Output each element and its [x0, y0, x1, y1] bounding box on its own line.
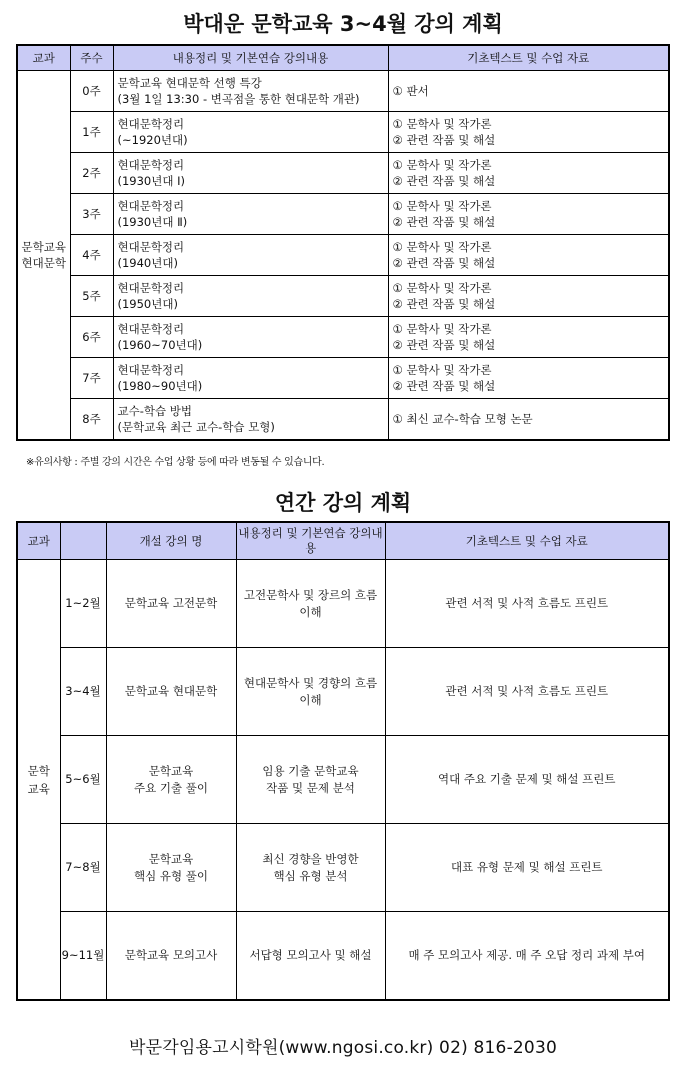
cell-line: ② 관련 작품 및 해설 [392, 174, 496, 188]
header-content: 내용정리 및 기본연습 강의내용 [236, 522, 385, 560]
materials-cell [388, 276, 669, 317]
cell-line: (1950년대) [117, 297, 178, 311]
table-row [17, 648, 669, 736]
cell-line: ① 판서 [392, 84, 429, 98]
cell-line: ① 문학사 및 작가론 [392, 281, 492, 295]
cell-line: ② 관련 작품 및 해설 [392, 215, 496, 229]
cell-line: 교육 [27, 781, 50, 796]
content-cell [113, 276, 388, 317]
table-row [17, 235, 669, 276]
cell-line: 핵심 유형 분석 [273, 868, 348, 883]
week-cell: 3주 [70, 194, 113, 235]
cell-line: 핵심 유형 풀이 [134, 868, 208, 883]
cell-line: 현대문학정리 [117, 199, 185, 213]
header-period [60, 522, 106, 560]
cell-line: 문학교육 [21, 240, 66, 254]
cell-line: (3월 1일 13:30 - 변곡점을 통한 현대문학 개관) [117, 92, 360, 106]
cell-line: (1980~90년대) [117, 379, 203, 393]
subject-cell [17, 560, 60, 1001]
table-row [17, 276, 669, 317]
cell-line: 현대문학정리 [117, 363, 185, 377]
week-cell: 2주 [70, 153, 113, 194]
materials-cell [388, 153, 669, 194]
period-cell: 5~6월 [60, 736, 106, 824]
materials-cell [385, 648, 669, 736]
content-cell [113, 358, 388, 399]
cell-line: ② 관련 작품 및 해설 [392, 256, 496, 270]
materials-cell [388, 358, 669, 399]
header-subject: 교과 [17, 45, 70, 71]
cell-line: ① 문학사 및 작가론 [392, 158, 492, 172]
cell-line: ② 관련 작품 및 해설 [392, 338, 496, 352]
cell-line: 문학교육 현대문학 선행 특강 [117, 76, 262, 90]
content-cell [113, 112, 388, 153]
course-name-cell [106, 736, 236, 824]
week-cell: 4주 [70, 235, 113, 276]
content-cell [113, 399, 388, 441]
materials-cell [388, 317, 669, 358]
cell-line: 문학교육 고전문학 [124, 596, 218, 610]
cell-line: ① 문학사 및 작가론 [392, 199, 492, 213]
cell-line: 작품 및 문제 분석 [266, 780, 355, 795]
cell-line: 문학교육 [148, 763, 194, 778]
content-cell [236, 736, 385, 824]
period-cell: 9~11월 [60, 912, 106, 1001]
cell-line: 역대 주요 기출 문제 및 해설 프린트 [438, 772, 616, 786]
cell-line: 문학 [27, 763, 50, 778]
header-subject: 교과 [17, 522, 60, 560]
cell-line: ② 관련 작품 및 해설 [392, 379, 496, 393]
cell-line: 대표 유형 문제 및 해설 프린트 [450, 860, 603, 874]
cell-line: 이해 [299, 604, 322, 619]
header-materials: 기초텍스트 및 수업 자료 [385, 522, 669, 560]
cell-line: ② 관련 작품 및 해설 [392, 133, 496, 147]
content-cell [113, 153, 388, 194]
period-cell: 7~8월 [60, 824, 106, 912]
table-row [17, 560, 669, 648]
materials-cell [388, 112, 669, 153]
course-name-cell [106, 824, 236, 912]
materials-cell [385, 824, 669, 912]
cell-line: 최신 경향을 반영한 [262, 851, 359, 866]
materials-cell [388, 399, 669, 441]
notice-text: ※유의사항 : 주별 강의 시간은 수업 상황 등에 따라 변동될 수 있습니다. [26, 457, 325, 468]
table-row [17, 194, 669, 235]
cell-line: ① 문학사 및 작가론 [392, 117, 492, 131]
cell-line: 현대문학정리 [117, 117, 185, 131]
cell-line: 서답형 모의고사 및 해설 [249, 948, 372, 962]
cell-line: 현대문학정리 [117, 281, 185, 295]
content-cell [113, 71, 388, 112]
week-cell: 5주 [70, 276, 113, 317]
cell-line: ① 문학사 및 작가론 [392, 240, 492, 254]
content-cell [236, 824, 385, 912]
cell-line: 임용 기출 문학교육 [262, 763, 359, 778]
period-cell: 1~2월 [60, 560, 106, 648]
content-cell [113, 317, 388, 358]
period-cell: 3~4월 [60, 648, 106, 736]
cell-line: (1960~70년대) [117, 338, 203, 352]
materials-cell [388, 71, 669, 112]
table-row [17, 824, 669, 912]
header-materials: 기초텍스트 및 수업 자료 [388, 45, 669, 71]
cell-line: (~1920년대) [117, 133, 188, 147]
cell-line: (1940년대) [117, 256, 178, 270]
footer-contact: 박문각임용고시학원(www.ngosi.co.kr) 02) 816-2030 [129, 1038, 557, 1058]
cell-line: 문학교육 [148, 851, 194, 866]
cell-line: (1930년대 Ⅰ) [117, 174, 186, 188]
table-row [17, 71, 669, 112]
cell-line: 현대문학정리 [117, 322, 185, 336]
cell-line: 문학교육 현대문학 [124, 684, 218, 698]
week-cell: 8주 [70, 399, 113, 441]
content-cell [113, 194, 388, 235]
table-row [17, 112, 669, 153]
annual-plan-title: 연간 강의 계획 [274, 491, 412, 515]
table-row [17, 153, 669, 194]
cell-line: ② 관련 작품 및 해설 [392, 297, 496, 311]
course-name-cell [106, 648, 236, 736]
header-content: 내용정리 및 기본연습 강의내용 [113, 45, 388, 71]
cell-line: 현대문학 [21, 256, 66, 270]
header-week: 주수 [70, 45, 113, 71]
table-row [17, 399, 669, 441]
annual-plan-table [16, 521, 670, 1001]
materials-cell [388, 194, 669, 235]
course-name-cell [106, 560, 236, 648]
weekly-plan-table [16, 44, 670, 441]
materials-cell [388, 235, 669, 276]
cell-line: 주요 기출 풀이 [134, 780, 208, 795]
week-cell: 1주 [70, 112, 113, 153]
table-row [17, 358, 669, 399]
materials-cell [385, 736, 669, 824]
materials-cell [385, 560, 669, 648]
cell-line: ① 문학사 및 작가론 [392, 322, 492, 336]
cell-line: 현대문학사 및 경향의 흐름 [243, 675, 378, 690]
table-row [17, 912, 669, 1001]
cell-line: ① 문학사 및 작가론 [392, 363, 492, 377]
week-cell: 0주 [70, 71, 113, 112]
week-cell: 6주 [70, 317, 113, 358]
course-name-cell [106, 912, 236, 1001]
header-course-name: 개설 강의 명 [106, 522, 236, 560]
cell-line: ① 최신 교수-학습 모형 논문 [392, 412, 533, 426]
cell-line: 이해 [299, 692, 322, 707]
materials-cell [385, 912, 669, 1001]
content-cell [236, 648, 385, 736]
content-cell [113, 235, 388, 276]
weekly-plan-title: 박대운 문학교육 3~4월 강의 계획 [183, 12, 503, 36]
cell-line: 교수-학습 방법 [117, 404, 192, 418]
cell-line: 관련 서적 및 사적 흐름도 프린트 [445, 684, 609, 698]
cell-line: 현대문학정리 [117, 158, 185, 172]
cell-line: 고전문학사 및 장르의 흐름 [243, 587, 378, 602]
content-cell [236, 912, 385, 1001]
table-header-row [17, 522, 669, 560]
cell-line: 문학교육 모의고사 [124, 948, 218, 962]
table-row [17, 317, 669, 358]
table-header-row [17, 45, 669, 71]
cell-line: (문학교육 최근 교수-학습 모형) [117, 420, 275, 434]
cell-line: 현대문학정리 [117, 240, 185, 254]
cell-line: (1930년대 Ⅱ) [117, 215, 188, 229]
cell-line: 관련 서적 및 사적 흐름도 프린트 [445, 596, 609, 610]
subject-cell [17, 71, 70, 441]
week-cell: 7주 [70, 358, 113, 399]
table-row [17, 736, 669, 824]
cell-line: 매 주 모의고사 제공. 매 주 오답 정리 과제 부여 [408, 948, 645, 962]
content-cell [236, 560, 385, 648]
